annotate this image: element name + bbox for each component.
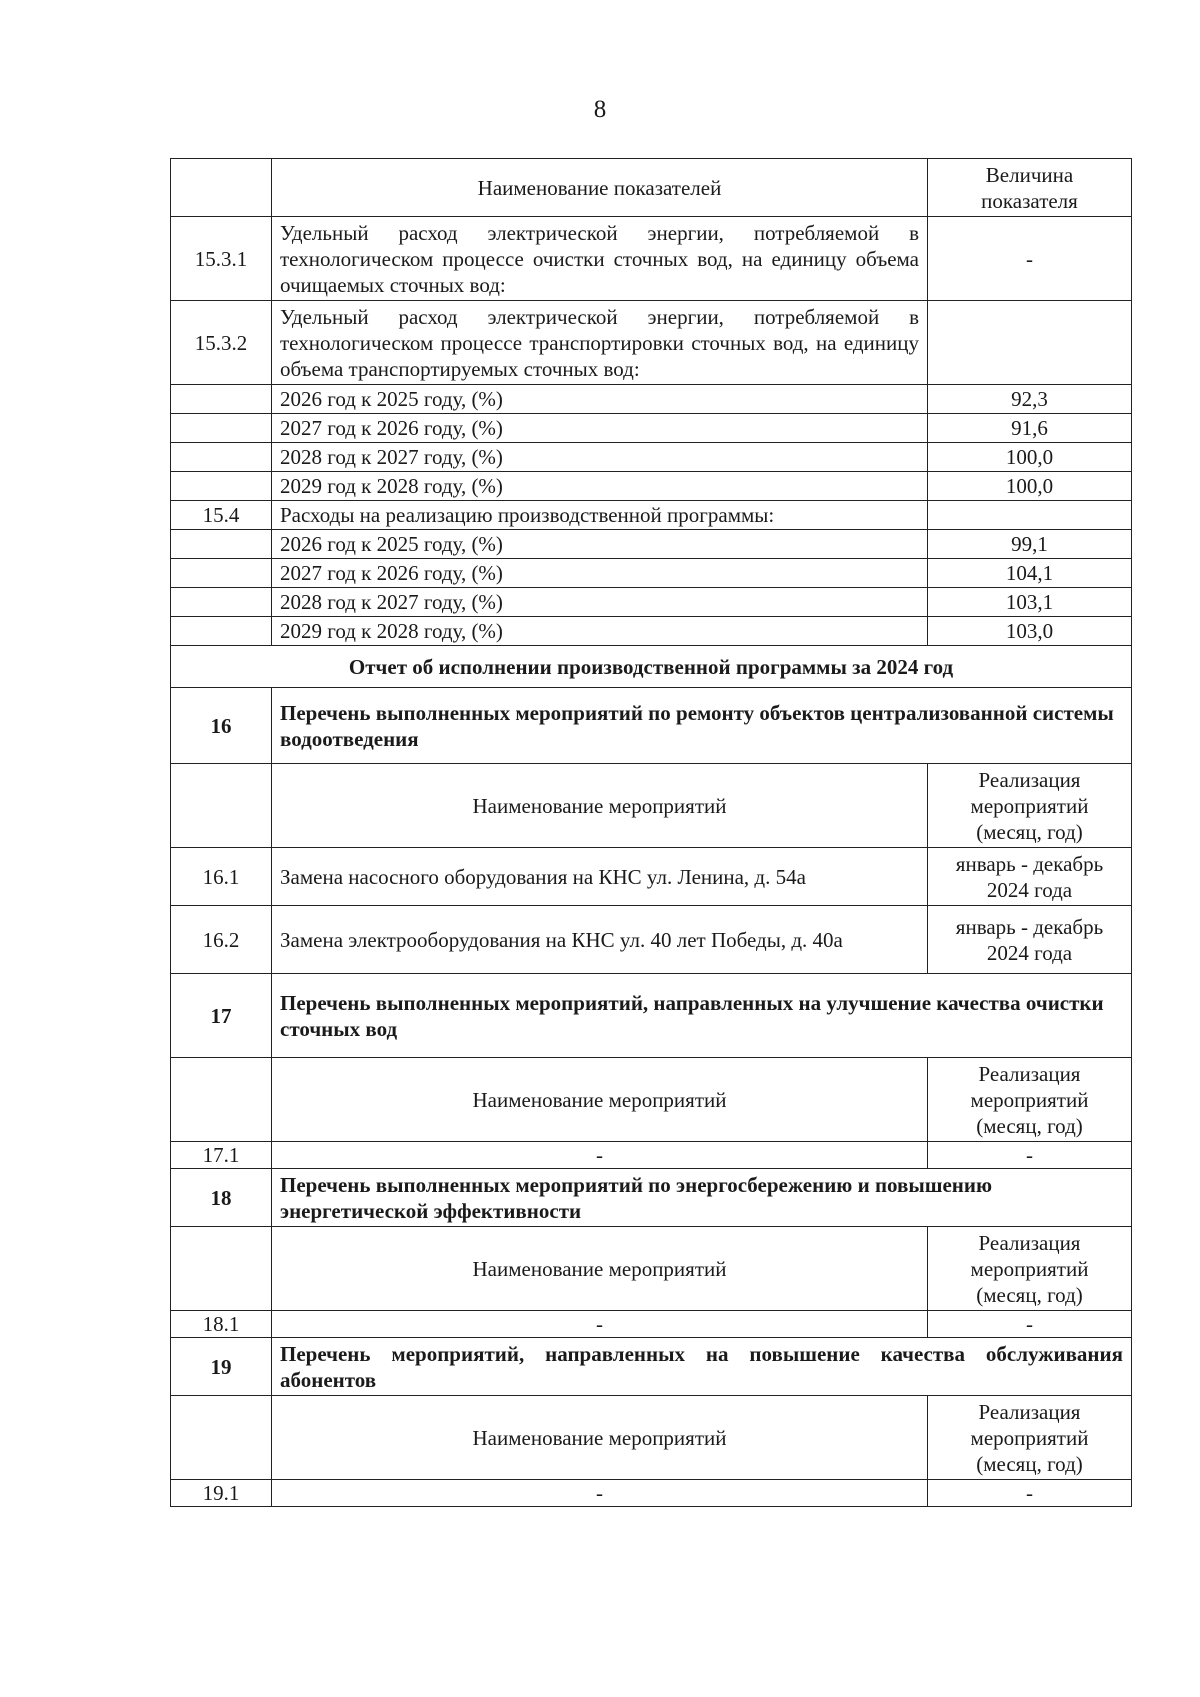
year-value: 91,6 (928, 414, 1132, 443)
table-row (171, 1311, 1132, 1338)
report-title-row (171, 646, 1132, 688)
year-label: 2027 год к 2026 году, (%) (272, 414, 928, 443)
measure-name: - (272, 1311, 928, 1338)
measure-period: - (928, 1142, 1132, 1169)
column-header-row (171, 1227, 1132, 1311)
section-header-row (171, 688, 1132, 764)
header-num-cell (171, 159, 272, 217)
table-row (171, 588, 1132, 617)
section-title: Перечень выполненных мероприятий, направленных на улучшение качества очистки сточных вод (272, 974, 1132, 1058)
year-value: 99,1 (928, 530, 1132, 559)
indicators-table (170, 158, 1132, 1507)
section-number: 18 (171, 1169, 272, 1227)
table-row (171, 848, 1132, 906)
section-header-row (171, 1338, 1132, 1396)
section-title: Перечень мероприятий, направленных на повышение качества обслуживания абонентов (272, 1338, 1132, 1396)
section-number: 16 (171, 688, 272, 764)
measure-period: январь - декабрь 2024 года (928, 906, 1132, 974)
indicator-name: Расходы на реализацию производственной программы: (272, 501, 928, 530)
year-label: 2028 год к 2027 году, (%) (272, 443, 928, 472)
column-value-header: Реализация мероприятий (месяц, год) (928, 764, 1132, 848)
row-number: 15.3.1 (171, 217, 272, 301)
row-number: 16.1 (171, 848, 272, 906)
column-name-header: Наименование мероприятий (272, 1396, 928, 1480)
column-value-header: Реализация мероприятий (месяц, год) (928, 1227, 1132, 1311)
table-row (171, 1480, 1132, 1507)
indicator-value (928, 301, 1132, 385)
column-value-header: Реализация мероприятий (месяц, год) (928, 1058, 1132, 1142)
measure-name: Замена электрооборудования на КНС ул. 40 лет Победы, д. 40а (272, 906, 928, 974)
year-label: 2027 год к 2026 году, (%) (272, 559, 928, 588)
year-label: 2029 год к 2028 году, (%) (272, 472, 928, 501)
table-row (171, 501, 1132, 530)
row-number: 15.3.2 (171, 301, 272, 385)
year-value: 103,0 (928, 617, 1132, 646)
measure-name: - (272, 1142, 928, 1169)
table-row (171, 906, 1132, 974)
table-header-row (171, 159, 1132, 217)
table-row (171, 217, 1132, 301)
section-number: 17 (171, 974, 272, 1058)
year-label: 2026 год к 2025 году, (%) (272, 530, 928, 559)
row-number: 19.1 (171, 1480, 272, 1507)
year-label: 2029 год к 2028 году, (%) (272, 617, 928, 646)
table-row (171, 472, 1132, 501)
table-row (171, 301, 1132, 385)
table-row (171, 385, 1132, 414)
year-label: 2026 год к 2025 году, (%) (272, 385, 928, 414)
column-header-row (171, 1396, 1132, 1480)
section-header-row (171, 974, 1132, 1058)
section-number: 19 (171, 1338, 272, 1396)
year-value: 100,0 (928, 443, 1132, 472)
measure-period: - (928, 1311, 1132, 1338)
measure-period: - (928, 1480, 1132, 1507)
section-header-row (171, 1169, 1132, 1227)
page-number: 8 (593, 96, 607, 123)
row-number: 15.4 (171, 501, 272, 530)
measure-name: Замена насосного оборудования на КНС ул. Ленина, д. 54а (272, 848, 928, 906)
year-value: 104,1 (928, 559, 1132, 588)
table-row (171, 443, 1132, 472)
column-header-row (171, 1058, 1132, 1142)
row-number: 16.2 (171, 906, 272, 974)
table-row (171, 1142, 1132, 1169)
indicator-name: Удельный расход электрической энергии, потребляемой в технологическом процессе транспортировки сточных вод, на единицу объема транспортируемых сточных вод: (272, 301, 928, 385)
table-row (171, 617, 1132, 646)
row-number: 17.1 (171, 1142, 272, 1169)
row-number: 18.1 (171, 1311, 272, 1338)
header-value: Величина показателя (928, 159, 1132, 217)
indicator-name: Удельный расход электрической энергии, потребляемой в технологическом процессе очистки сточных вод, на единицу объема очищаемых сточных вод: (272, 217, 928, 301)
column-header-row (171, 764, 1132, 848)
year-value: 100,0 (928, 472, 1132, 501)
year-label: 2028 год к 2027 году, (%) (272, 588, 928, 617)
column-name-header: Наименование мероприятий (272, 1227, 928, 1311)
section-title: Перечень выполненных мероприятий по ремонту объектов централизованной системы водоотведения (272, 688, 1132, 764)
section-title: Перечень выполненных мероприятий по энергосбережению и повышению энергетической эффективности (272, 1169, 1132, 1227)
table-row (171, 530, 1132, 559)
column-name-header: Наименование мероприятий (272, 1058, 928, 1142)
table-row (171, 414, 1132, 443)
header-name: Наименование показателей (272, 159, 928, 217)
year-value: 103,1 (928, 588, 1132, 617)
measure-period: январь - декабрь 2024 года (928, 848, 1132, 906)
report-title: Отчет об исполнении производственной программы за 2024 год (171, 646, 1132, 688)
measure-name: - (272, 1480, 928, 1507)
column-name-header: Наименование мероприятий (272, 764, 928, 848)
year-value: 92,3 (928, 385, 1132, 414)
table-row (171, 559, 1132, 588)
indicator-value: - (928, 217, 1132, 301)
column-value-header: Реализация мероприятий (месяц, год) (928, 1396, 1132, 1480)
